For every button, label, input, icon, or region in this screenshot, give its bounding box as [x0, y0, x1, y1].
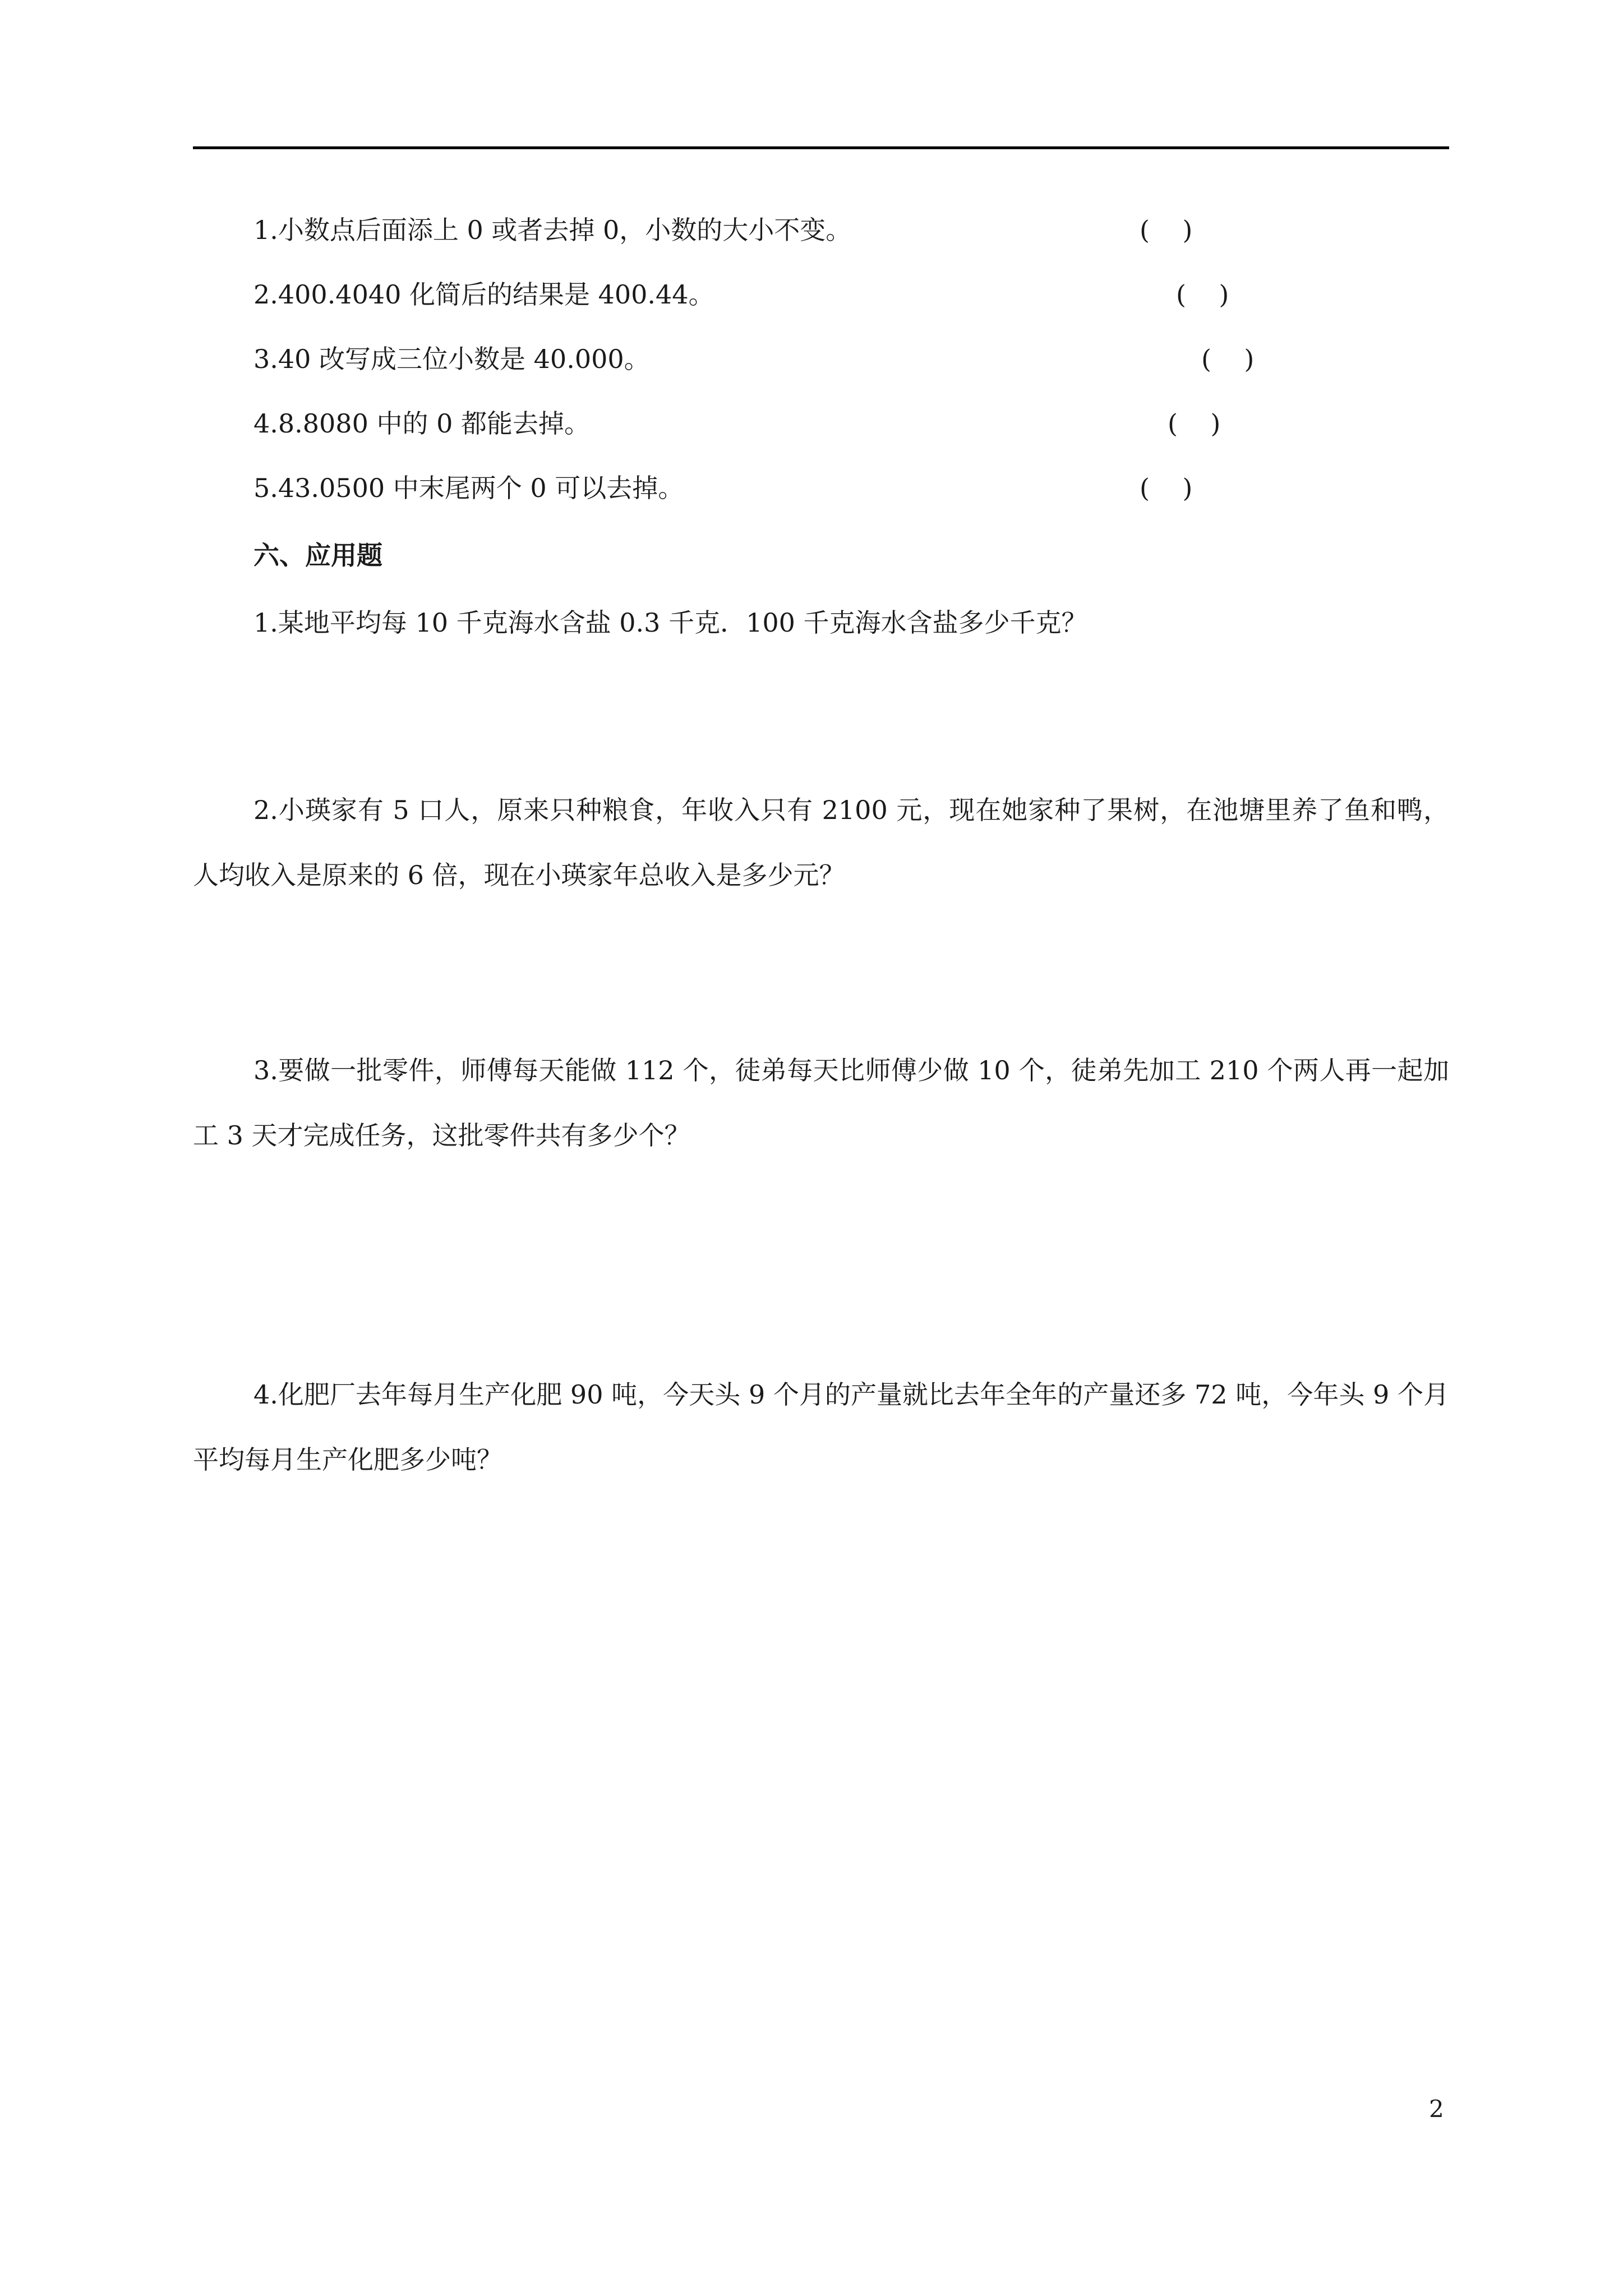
answer-blank[interactable]: ( ) — [1201, 344, 1255, 374]
judgement-item-4 — [253, 401, 1454, 446]
judgement-item-3 — [253, 337, 1454, 381]
judgement-item-2 — [253, 272, 1454, 317]
application-problem-3: 3.要做一批零件，师傅每天能做 112 个，徒弟每天比师傅少做 10 个，徒弟先加工 210 个两人再一起加工 3 天才完成任务，这批零件共有多少个？ — [193, 1055, 1449, 1151]
judgement-statement: 5.43.0500 中末尾两个 0 可以去掉。 — [253, 473, 684, 503]
judgement-statement: 2.400.4040 化简后的结果是 400.44。 — [253, 279, 714, 310]
answer-blank[interactable]: ( ) — [1140, 473, 1193, 503]
judgement-statement: 4.8.8080 中的 0 都能去掉。 — [253, 408, 590, 439]
judgement-item-1 — [253, 208, 1454, 252]
application-problem-1: 1.某地平均每 10 千克海水含盐 0.3 千克．100 千克海水含盐多少千克？ — [253, 608, 1087, 638]
application-problem-2: 2.小瑛家有 5 口人，原来只种粮食，年收入只有 2100 元，现在她家种了果树，在池塘里养了鱼和鸭，人均收入是原来的 6 倍，现在小瑛家年总收入是多少元？ — [193, 795, 1449, 890]
section-heading-application: 六、应用题 — [253, 540, 382, 570]
application-problem-4: 4.化肥厂去年每月生产化肥 90 吨，今天头 9 个月的产量就比去年全年的产量还多 72 吨，今年头 9 个月平均每月生产化肥多少吨？ — [193, 1379, 1449, 1475]
page-number: 2 — [1429, 2095, 1444, 2123]
answer-blank[interactable]: ( ) — [1176, 279, 1229, 310]
answer-blank[interactable]: ( ) — [1168, 408, 1221, 439]
judgement-statement: 1.小数点后面添上 0 或者去掉 0，小数的大小不变。 — [253, 215, 852, 245]
header-rule — [193, 146, 1449, 149]
judgement-statement: 3.40 改写成三位小数是 40.000。 — [253, 344, 650, 374]
answer-blank[interactable]: ( ) — [1140, 215, 1193, 245]
judgement-item-5 — [253, 466, 1454, 510]
